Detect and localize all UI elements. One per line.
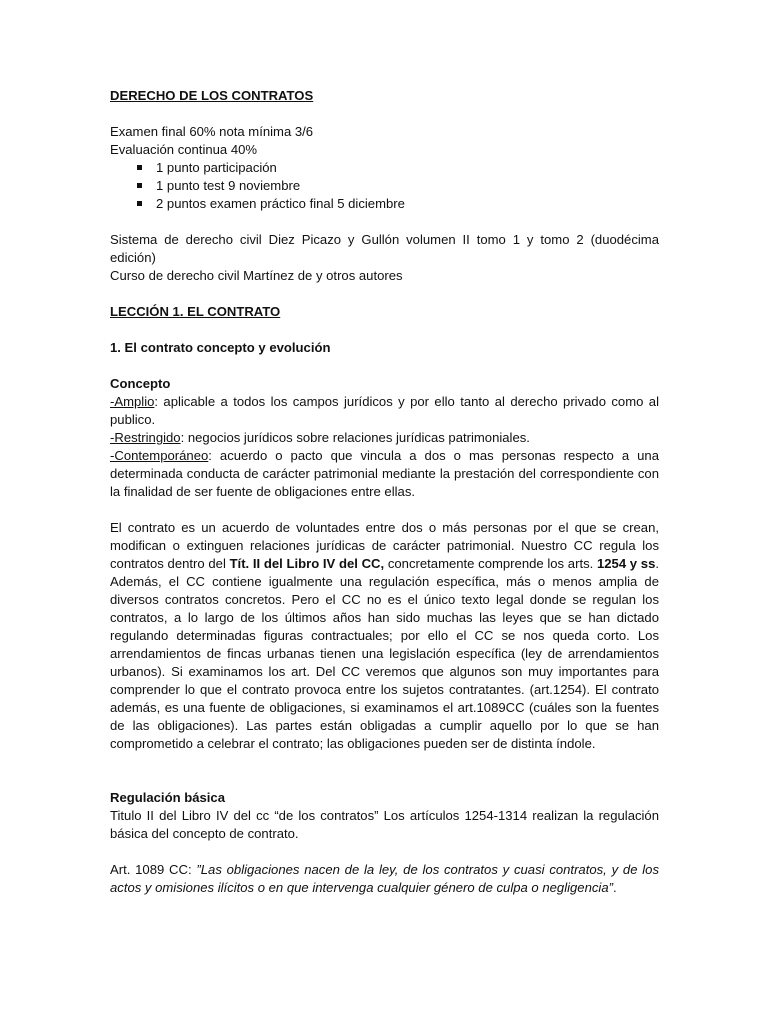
term-amplio: -Amplio	[110, 394, 155, 409]
document-page	[110, 87, 659, 897]
continuous-eval-line: Evaluación continua 40%	[110, 142, 258, 157]
article-quote	[110, 861, 659, 897]
definition-amplio	[110, 393, 659, 429]
bold-reference: Tít. II del Libro IV del CC,	[229, 556, 385, 571]
definition-text: : aplicable a todos los campos jurídicos y por ello tanto al derecho privado como al publico.	[110, 394, 659, 427]
list-item: 1 punto test 9 noviembre	[137, 177, 659, 195]
definition-text: : negocios jurídicos sobre relaciones jurídicas patrimoniales.	[180, 430, 530, 445]
concept-heading: Concepto	[110, 376, 171, 391]
contract-paragraph	[110, 519, 659, 753]
bibliography-book-1: Sistema de derecho civil Diez Picazo y Gullón volumen II tomo 1 y tomo 2 (duodécima edición)	[110, 232, 659, 265]
exam-weight-line: Examen final 60% nota mínima 3/6	[110, 124, 314, 139]
term-contemporaneo: -Contemporáneo	[110, 448, 209, 463]
article-label: Art. 1089 CC:	[110, 862, 197, 877]
evaluation-list	[110, 159, 659, 213]
definition-contemporaneo	[110, 447, 659, 501]
regulation-text: Titulo II del Libro IV del cc “de los contratos” Los artículos 1254-1314 realizan la regulación básica del concepto de contrato.	[110, 808, 659, 841]
list-item: 1 punto participación	[137, 159, 659, 177]
bold-reference: 1254 y ss	[596, 556, 656, 571]
document-title: DERECHO DE LOS CONTRATOS	[110, 88, 314, 103]
quote-text: ”Las obligaciones nacen de la ley, de los contratos y cuasi contratos, y de los actos y omisiones ilícitos o en que intervenga cualquier género de culpa o negligencia”	[110, 862, 659, 895]
paragraph-text: . Además, el CC contiene igualmente una regulación específica, más o menos amplia de diversos contratos concretos. Pero el CC no es el único texto legal donde se regulan los contratos, a lo largo de los últimos años han sido muchas las leyes que se han dictado regulando determinadas figuras contractuales; por ello el CC se nos queda corto. Los arrendamientos de fincas urbanas tienen una legislación específica (ley de arrendamientos urbanos). Si examinamos los art. Del CC veremos que algunos son muy importantes para comprender lo que el contrato provoca entre los sujetos contratantes. (art.1254). El contrato además, es una fuente de obligaciones, si examinamos el art.1089CC (cuáles son la fuentes de las obligaciones). Las partes están obligadas a cumplir aquello por lo que se han comprometido a celebrar el contrato; las obligaciones pueden ser de distinta índole.	[110, 556, 659, 751]
definition-text: : acuerdo o pacto que vincula a dos o mas personas respecto a una determinada conducta de carácter patrimonial mediante la prestación del correspondiente con la finalidad de ser fuente de obligaciones entre ellas.	[110, 448, 659, 499]
paragraph-text: concretamente comprende los arts.	[384, 556, 597, 571]
list-item: 2 puntos examen práctico final 5 diciembre	[137, 195, 659, 213]
paragraph-text: El contrato es un acuerdo de voluntades entre dos o más personas por el que se crean, modifican o extinguen relaciones jurídicas de carácter patrimonial. Nuestro CC regula los contratos dentro del	[110, 520, 659, 571]
regulation-heading: Regulación básica	[110, 790, 225, 805]
quote-end: .	[612, 880, 617, 895]
bibliography-book-2: Curso de derecho civil Martínez de y otros autores	[110, 268, 403, 283]
lesson-title: LECCIÓN 1. EL CONTRATO	[110, 304, 281, 319]
term-restringido: -Restringido	[110, 430, 181, 445]
definition-restringido	[110, 429, 659, 447]
section-heading: 1. El contrato concepto y evolución	[110, 340, 331, 355]
